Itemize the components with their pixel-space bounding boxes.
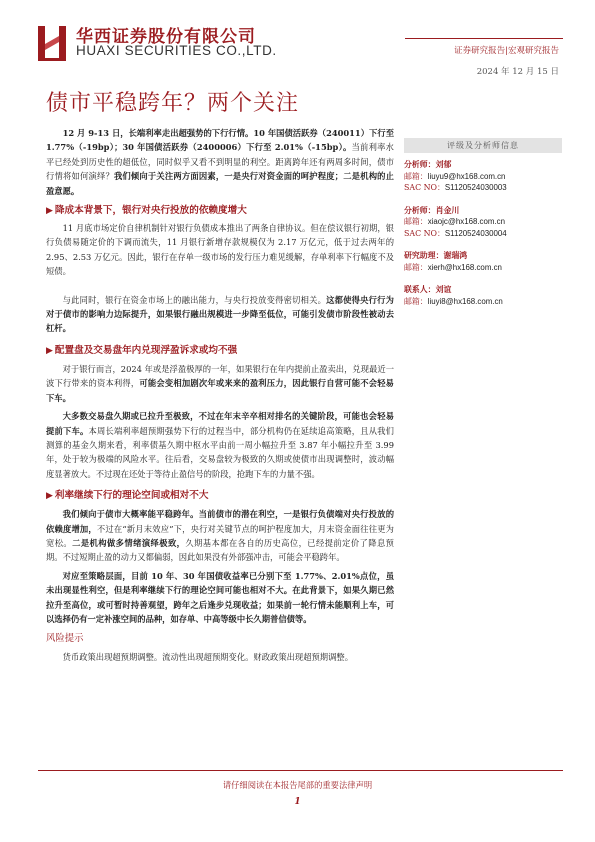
section-heading-2: ▶ 配置盘及交易盘年内兑现浮盈诉求或均不强	[46, 344, 238, 356]
legal-disclaimer-link: 请仔细阅读在本报告尾部的重要法律声明	[222, 780, 373, 790]
analyst-card: 分析师：肖金川 邮箱：xiaojc@hx168.com.cn SAC NO：S1120524030004	[404, 205, 507, 238]
sidebar-header: 评级及分析师信息	[404, 138, 562, 153]
triangle-bullet-icon: ▶	[46, 491, 53, 502]
triangle-bullet-icon: ▶	[46, 345, 53, 356]
header-divider	[405, 38, 563, 39]
analyst-email[interactable]: xiaojc@hx168.com.cn	[427, 217, 505, 226]
analyst-email[interactable]: liuyu9@hx168.com.cn	[427, 171, 506, 181]
report-date: 2024 年 12 月 15 日	[476, 67, 559, 77]
analyst-sidebar	[404, 138, 562, 318]
section3-paragraph-1: 我们倾向于债市大概率能平稳跨年。当前债市的潜在利空，一是银行负债端对央行投放的依赖度增加，不过在“新月末效应”下，央行对关键节点的呵护程度加大，月末资金面往往更为宽松。二是机构做多情绪演绎极致，久期基本都在各自的历史高位，已经提前定价了降息预期。不过短期止盈的动力又都偏弱，因此如果没有外部强冲击，可能会平稳跨年。	[46, 509, 394, 563]
company-name-en: HUAXI SECURITIES CO.,LTD.	[76, 43, 277, 58]
main-content	[46, 126, 394, 665]
analyst-card: 联系人：刘谊 邮箱：liuyi8@hx168.com.cn	[404, 285, 503, 306]
section-heading-3: ▶ 利率继续下行的理论空间或相对不大	[46, 490, 209, 502]
section-heading-1: ▶ 降成本背景下，银行对央行投放的依赖度增大	[46, 205, 247, 217]
analyst-email[interactable]: xierh@hx168.com.cn	[427, 262, 502, 272]
company-name-cn: 华西证券股份有限公司	[76, 27, 256, 47]
analyst-sac: S1120524030004	[444, 228, 507, 238]
section1-paragraph-2: 与此同时，银行在资金市场上的融出能力，与央行投放变得密切相关。这都使得央行行为对于债市的影响力边际提升，如果银行融出规模进一步降至低位，可能引发债市阶段性被动去杠杆。	[46, 294, 394, 334]
page-number: 1	[294, 797, 301, 807]
analyst-sac: S1120524030003	[444, 183, 507, 192]
triangle-bullet-icon: ▶	[46, 206, 53, 217]
huaxi-logo-icon	[38, 22, 66, 62]
section2-paragraph-2: 大多数交易盘久期或已拉升至极致，不过在年末辛卒相对排名的关键阶段，可能也会轻易提前下车。本周长端利率超预期强势下行的过程当中，部分机构仍在延续追高策略，且从我们测算的基金久期来看，利率债基久期中枢水平由前一周小幅拉升至 3.87 年小幅拉升至 3.99 年，处于较为极端的风险水平。往后看，交易盘较为极致的久期或使债市出现调整时，波动幅度显著放大。不过现在还处于等待止盈信号的阶段，抢跑下车的力量不强。	[46, 411, 394, 479]
analyst-card: 分析师：刘郁 邮箱：liuyu9@hx168.com.cn SAC NO：S1120524030003	[404, 160, 507, 192]
risk-text: 货币政策出现超预期调整。流动性出现超预期变化。财政政策出现超预期调整。	[62, 652, 353, 663]
section3-paragraph-2: 对应至策略层面，目前 10 年、30 年国债收益率已分别下至 1.77%、2.01%点位，虽未出现显性利空，但是利率继续下行的理论空间可能也相对不大。在此背景下，如果久期已然拉升至高位，或可暂时持善观望，跨年之后逢步兑现收益；如果前一轮行情未能顺利上车，可以选择仍有一定补涨空间的品种，如存单、中高等级中长久期普信债等。	[46, 570, 394, 624]
intro-normal: 当前利率水平已经处到历史性的超低位，同时似乎又看不到明显的利空。距离跨年还有两周多时间，债市行情将如何演绎？	[46, 142, 394, 182]
section1-paragraph-1: 11 月底市场定价自律机制针对银行负债成本推出了两条自律协议。但在偿议银行初期，银行负债易随定价的下调而流失，11 月银行新增存款规模仅为 2.17 万亿元，低于过去两年的 2.95、2.53 万亿元。因此，银行在存单一级市场的发行压力难见缓解，存单利率下行幅度不及短债。	[46, 223, 394, 277]
report-type: 证券研究报告|宏观研究报告	[454, 46, 559, 56]
analyst-card: 研究助理：谢瑞鸿 邮箱：xierh@hx168.com.cn	[404, 251, 502, 272]
section2-paragraph-1: 对于银行而言，2024 年或是浮盈极厚的一年，如果银行在年内提前止盈卖出，兑现最近一波下行带来的资本利得，可能会变相加剧次年或来来的盈利压力，因此银行自营可能不会轻易下车。	[46, 363, 394, 403]
footer-divider	[38, 770, 563, 771]
intro-bold-1: 12 月 9-13 日，长端利率走出超强势的下行行情。10 年国债活跃券（240011）下行至 1.77%（-19bp）；30 年国债活跃券（2400006）下行至 2.01%（-15bp）。	[46, 128, 394, 153]
intro-paragraph	[46, 126, 394, 198]
report-title: 债市平稳跨年？两个关注	[46, 91, 300, 116]
intro-bold-2: 我们倾向于关注两方面因素，一是央行对资金面的呵护程度；二是机构的止盈意愿。	[46, 171, 394, 196]
analyst-email[interactable]: liuyi8@hx168.com.cn	[427, 296, 503, 306]
risk-title: 风险提示	[46, 633, 84, 645]
